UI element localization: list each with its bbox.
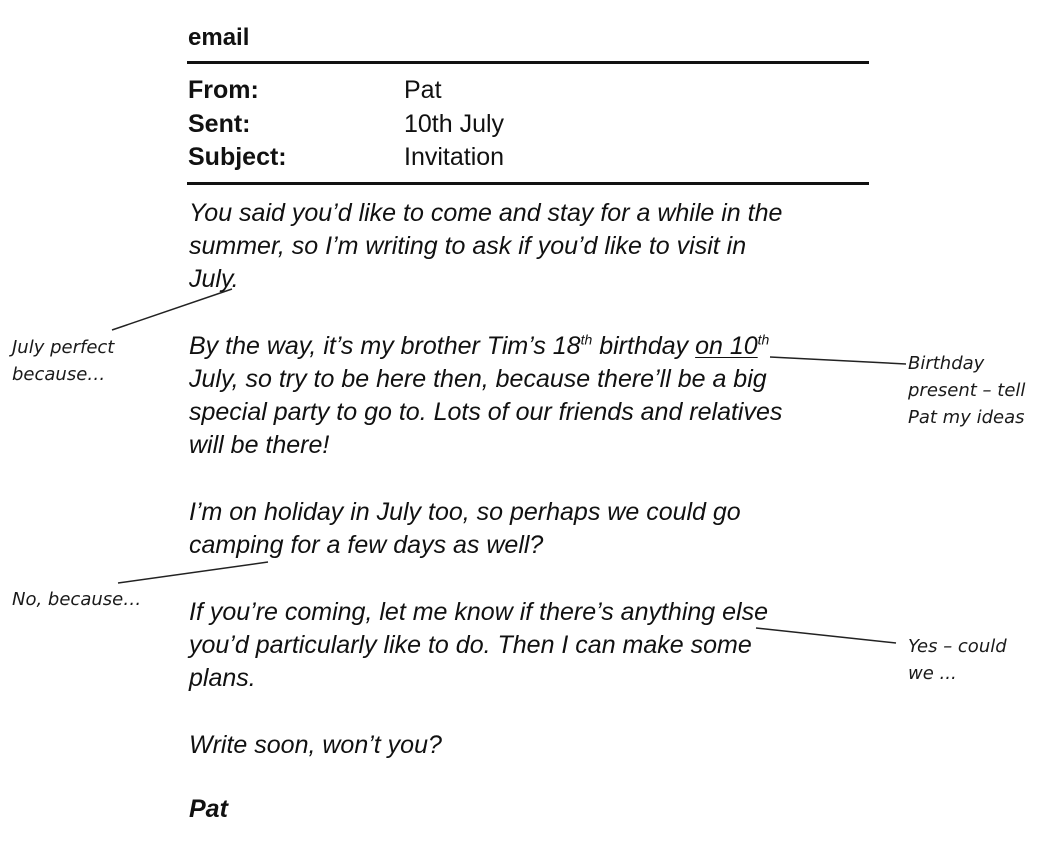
annotation-line: July perfect bbox=[12, 337, 115, 358]
from-label: From: bbox=[188, 76, 259, 104]
annotation-line: Yes – could bbox=[908, 636, 1007, 657]
body-text: birthday bbox=[592, 332, 696, 360]
body-line: camping for a few days as well? bbox=[189, 531, 544, 559]
sent-value: 10th July bbox=[404, 110, 505, 138]
subject-value: Invitation bbox=[404, 143, 505, 171]
sent-label: Sent: bbox=[188, 110, 251, 138]
subject-label: Subject: bbox=[188, 143, 287, 171]
body-line: you’d particularly like to do. Then I can make some bbox=[189, 631, 752, 659]
body-line: If you’re coming, let me know if there’s anything else bbox=[189, 598, 768, 626]
from-value: Pat bbox=[404, 76, 442, 104]
body-line: July. bbox=[189, 265, 239, 293]
pointer-line-july bbox=[112, 289, 232, 330]
body-line: special party to go to. Lots of our friends and relatives bbox=[189, 398, 783, 426]
annotation-line: Birthday bbox=[908, 353, 985, 374]
annotation-line: Pat my ideas bbox=[908, 407, 1025, 428]
ordinal-suffix: th bbox=[757, 331, 770, 348]
body-line: plans. bbox=[189, 664, 256, 692]
email-title: email bbox=[188, 24, 250, 51]
signature: Pat bbox=[189, 795, 228, 823]
underlined-date: on 10 bbox=[695, 332, 758, 360]
body-line: will be there! bbox=[189, 431, 330, 459]
annotation-line: because… bbox=[12, 364, 106, 385]
body-line: You said you’d like to come and stay for a while in the bbox=[189, 199, 783, 227]
pointer-line-anything-else bbox=[756, 628, 896, 643]
body-line: July, so try to be here then, because there’ll be a big bbox=[189, 365, 767, 393]
body-text: By the way, it’s my brother Tim’s 18 bbox=[189, 332, 581, 360]
pointer-line-camping bbox=[118, 562, 268, 583]
annotation-camping: No, because… bbox=[12, 589, 142, 610]
pointer-line-birthday bbox=[770, 357, 906, 364]
annotation-line: present – tell bbox=[908, 380, 1026, 401]
annotation-line: we ... bbox=[908, 663, 957, 684]
body-line: Write soon, won’t you? bbox=[189, 731, 442, 759]
body-line: summer, so I’m writing to ask if you’d like to visit in bbox=[189, 232, 747, 260]
body-line: I’m on holiday in July too, so perhaps we could go bbox=[189, 498, 741, 526]
ordinal-suffix: th bbox=[580, 331, 593, 348]
